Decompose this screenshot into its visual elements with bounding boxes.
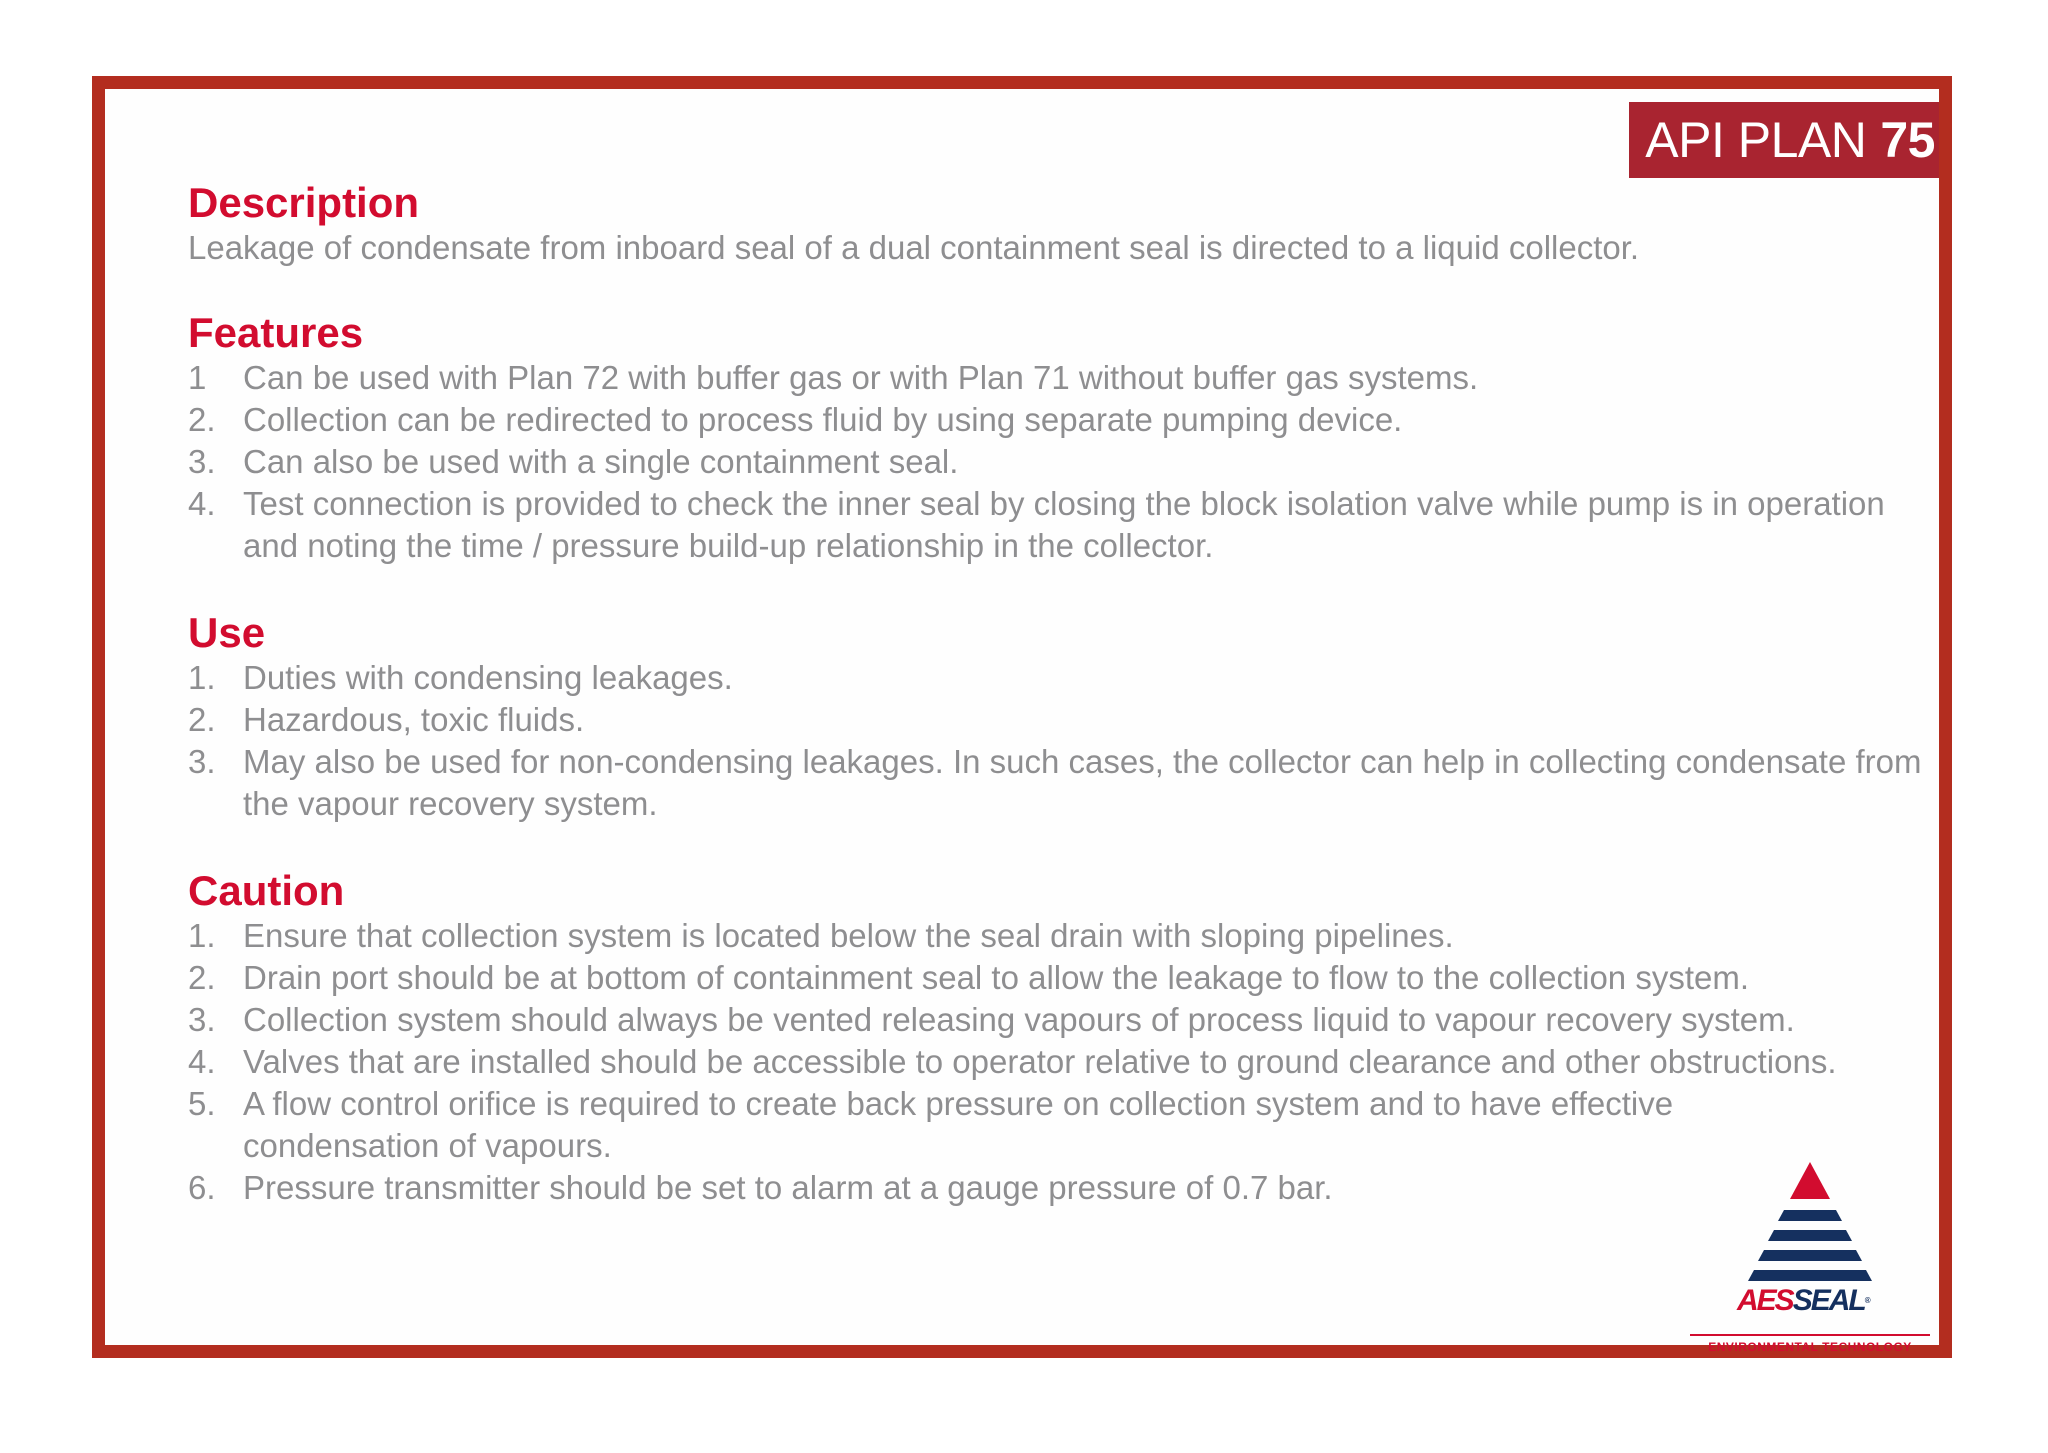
- item-number: 3.: [188, 743, 216, 780]
- item-number: 4.: [188, 1043, 216, 1080]
- aesseal-emblem-icon: [1690, 1154, 1930, 1289]
- item-number: 4.: [188, 485, 216, 522]
- item-number: 2.: [188, 401, 216, 438]
- caution-list: [188, 915, 1928, 1209]
- item-text: Can also be used with a single containment seal.: [243, 443, 959, 480]
- list-item: [188, 483, 1928, 567]
- plan-badge-number: 75: [1880, 112, 1935, 168]
- use-list: [188, 657, 1928, 825]
- features-section: [188, 309, 1928, 567]
- use-title: Use: [188, 609, 266, 656]
- plan-badge-prefix: API PLAN: [1645, 112, 1867, 168]
- item-text: Drain port should be at bottom of containment seal to allow the leakage to flow to the collection system.: [243, 959, 1749, 996]
- plan-card: [92, 76, 1952, 1358]
- logo-tagline: ENVIRONMENTAL TECHNOLOGY: [1708, 1340, 1912, 1354]
- item-text: Can be used with Plan 72 with buffer gas or with Plan 71 without buffer gas systems.: [243, 359, 1479, 396]
- list-item: [188, 657, 1928, 699]
- item-text: Valves that are installed should be accessible to operator relative to ground clearance and other obstructions.: [243, 1043, 1837, 1080]
- item-text: May also be used for non-condensing leakages. In such cases, the collector can help in collecting condensate from the vapour recovery system.: [243, 743, 1922, 822]
- plan-badge: [1629, 102, 1939, 178]
- item-number: 1.: [188, 659, 216, 696]
- logo-word-navy: SEAL: [1792, 1284, 1865, 1317]
- list-item: [188, 741, 1928, 825]
- description-title: Description: [188, 179, 420, 226]
- list-item: [188, 999, 1928, 1041]
- item-number: 1: [188, 359, 207, 396]
- list-item: [188, 399, 1928, 441]
- item-text: Pressure transmitter should be set to alarm at a gauge pressure of 0.7 bar.: [243, 1169, 1333, 1206]
- item-number: 3.: [188, 443, 216, 480]
- logo-wordmark: [1737, 1286, 1869, 1316]
- caution-section: [188, 867, 1928, 1209]
- description-section: [188, 179, 1928, 269]
- aesseal-logo: [1690, 1154, 1940, 1354]
- features-title: Features: [188, 309, 364, 356]
- item-text: Test connection is provided to check the inner seal by closing the block isolation valve while pump is in operation and noting the time / pressure build-up relationship in the collector.: [243, 485, 1885, 564]
- item-text: Collection system should always be vented releasing vapours of process liquid to vapour recovery system.: [243, 1001, 1795, 1038]
- item-number: 2.: [188, 701, 216, 738]
- list-item: [188, 915, 1928, 957]
- description-text: Leakage of condensate from inboard seal of a dual containment seal is directed to a liquid collector.: [188, 229, 1640, 266]
- content: [188, 179, 1928, 1209]
- logo-divider: [1690, 1334, 1930, 1336]
- item-text: Collection can be redirected to process fluid by using separate pumping device.: [243, 401, 1403, 438]
- use-section: [188, 609, 1928, 825]
- list-item: [188, 1167, 1928, 1209]
- item-number: 1.: [188, 917, 216, 954]
- list-item: [188, 441, 1928, 483]
- item-text: Duties with condensing leakages.: [243, 659, 733, 696]
- features-list: [188, 357, 1928, 567]
- list-item: [188, 957, 1928, 999]
- item-number: 5.: [188, 1085, 216, 1122]
- logo-word-red: AES: [1737, 1284, 1793, 1317]
- list-item: [188, 357, 1928, 399]
- list-item: [188, 1083, 1723, 1167]
- item-text: Ensure that collection system is located below the seal drain with sloping pipelines.: [243, 917, 1454, 954]
- item-number: 3.: [188, 1001, 216, 1038]
- list-item: [188, 699, 1928, 741]
- item-text: Hazardous, toxic fluids.: [243, 701, 585, 738]
- item-number: 2.: [188, 959, 216, 996]
- item-text: A flow control orifice is required to create back pressure on collection system and to have effective condensation of vapours.: [243, 1085, 1674, 1164]
- caution-title: Caution: [188, 867, 345, 914]
- item-number: 6.: [188, 1169, 216, 1206]
- logo-registered: ®: [1864, 1296, 1869, 1305]
- list-item: [188, 1041, 1928, 1083]
